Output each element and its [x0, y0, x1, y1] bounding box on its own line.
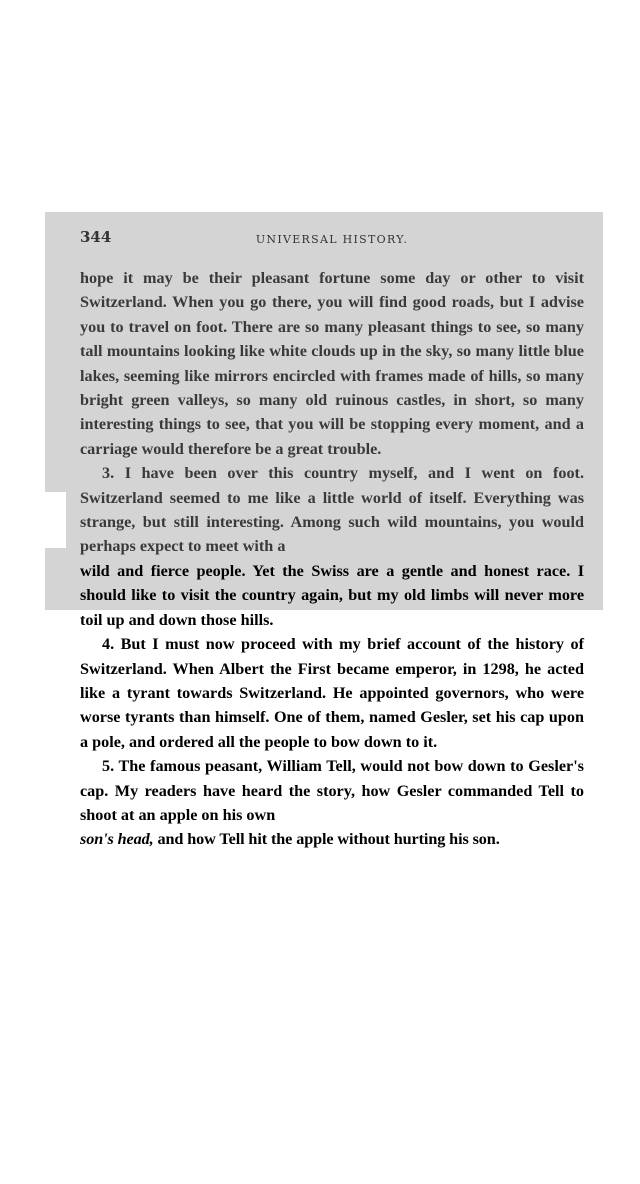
running-head: UNIVERSAL HISTORY.: [255, 233, 409, 246]
paragraph-3-shaded: 3. I have been over this country myself, and I went on foot. Switzerland seemed to me like a little world of itself. Everything was strange, but still interesting. Among such wild mountains, you would perhaps expect to meet with a: [80, 464, 584, 556]
scan-margin-notch: [38, 492, 66, 548]
last-line-text: and how Tell hit the apple without hurting his son.: [153, 830, 500, 849]
paragraph-4: 4. But I must now proceed with my brief account of the history of Switzerland. When Albert the First became emperor, in 1298, he acted like a tyrant towards Switzerland. He appointed governors, who were worse tyrants than himself. One of them, named Gesler, set his cap upon a pole, and ordered all the people to bow down to it.: [80, 635, 584, 751]
book-page: [80, 228, 584, 852]
paragraph-continuation: hope it may be their pleasant fortune some day or other to visit Switzerland. When you go there, you will find good roads, but I advise you to travel on foot. There are so many pleasant things to see, so many tall mountains looking like white clouds up in the sky, so many little blue lakes, seeming like mirrors encircled with frames made of hills, so many bright green valleys, so many old ruinous castles, in short, so many interesting things to see, that you will be stopping every moment, and a carriage would therefore be a great trouble.: [80, 269, 584, 458]
paragraph-5-last-line: [80, 827, 584, 851]
italic-phrase: son's head,: [80, 830, 154, 849]
page-number: 344: [80, 228, 112, 246]
body-text: [80, 266, 584, 852]
page-header: [80, 228, 584, 252]
paragraph-5: 5. The famous peasant, William Tell, would not bow down to Gesler's cap. My readers have heard the story, how Gesler commanded Tell to shoot at an apple on his own: [80, 757, 584, 824]
paragraph-3-continued: wild and fierce people. Yet the Swiss are a gentle and honest race. I should like to visit the country again, but my old limbs will never more toil up and down those hills.: [80, 561, 584, 629]
